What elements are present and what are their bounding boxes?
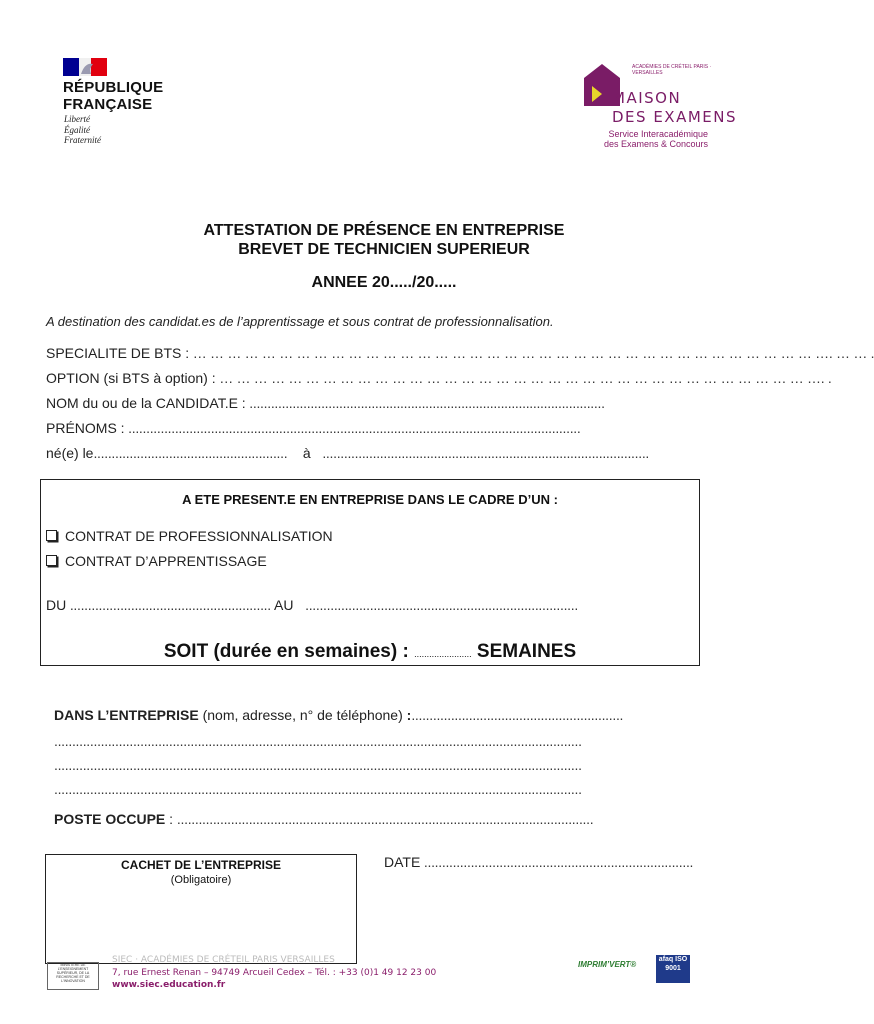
afaq-iso-logo: afaq ISO 9001 — [656, 955, 690, 983]
contrat-apprentissage-label: CONTRAT D’APPRENTISSAGE — [65, 553, 267, 569]
document-year: ANNEE 20...../20..... — [311, 274, 457, 291]
nom-field[interactable] — [46, 395, 605, 411]
nom-dots: ................................................................................................... — [245, 395, 605, 411]
contrat-professionnalisation-label: CONTRAT DE PROFESSIONNALISATION — [65, 528, 333, 544]
duree-semaines-field[interactable] — [40, 641, 700, 663]
entreprise-colon: : — [406, 707, 412, 723]
intro-text: A destination des candidat.es de l’apprentissage et sous contrat de professionnalisation. — [46, 314, 554, 329]
maison-examens-academies: ACADÉMIES DE CRÉTEIL PARIS · VERSAILLES — [632, 64, 712, 76]
ministry-logo: MINISTÈRE DE L’ENSEIGNEMENT SUPÉRIEUR, DE LA RECHERCHE ET DE L’INNOVATION — [47, 962, 99, 990]
periode-field[interactable] — [46, 597, 578, 613]
date-label: DATE — [384, 854, 421, 870]
marianne-logo — [63, 58, 107, 76]
entreprise-line[interactable] — [54, 733, 582, 749]
entreprise-line[interactable] — [54, 781, 582, 797]
cachet-title: CACHET DE L’ENTREPRISE — [120, 858, 282, 872]
entreprise-field[interactable] — [54, 707, 623, 723]
specialite-field[interactable] — [46, 345, 874, 361]
option-label: OPTION (si BTS à option) : — [46, 370, 216, 386]
au-label: AU — [273, 597, 294, 613]
checkbox-icon[interactable] — [46, 555, 57, 566]
a-label: à — [302, 445, 311, 461]
maison-examens-title: MAISON DES EXAMENS — [612, 89, 737, 126]
soit-dots: ....................... — [414, 649, 472, 659]
date-field[interactable] — [384, 854, 693, 870]
checkbox-icon[interactable] — [46, 530, 57, 541]
entreprise-label: DANS L’ENTREPRISE — [54, 707, 199, 723]
du-label: DU — [46, 597, 67, 613]
entreprise-hint: (nom, adresse, n° de téléphone) — [202, 707, 403, 723]
au-dots: ............................................................................ — [305, 597, 578, 613]
a-dots: ........................................................................................... — [322, 445, 650, 461]
presence-box-title: A ETE PRESENT.E EN ENTREPRISE DANS LE CADRE D’UN : — [182, 492, 558, 507]
option-dots: … … … … … … … … … … … … … … … … … … … … … … … … … … … … … … … … … … …. . — [215, 370, 832, 386]
footer-address: 7, rue Ernest Renan – 94749 Arcueil Cedex – Tél. : +33 (0)1 49 12 23 00 — [112, 968, 437, 978]
republique-motto: Liberté Égalité Fraternité — [64, 114, 101, 145]
option-field[interactable] — [46, 370, 832, 386]
entreprise-dots: ........................................................... — [411, 707, 624, 723]
poste-colon: : — [165, 811, 177, 827]
imprim-vert-logo: IMPRIM’VERT® — [578, 960, 637, 969]
entreprise-line-dots: ................................................................................................................................................... — [54, 757, 582, 773]
poste-dots: .................................................................................................................... — [176, 811, 594, 827]
nom-label: NOM du ou de la CANDIDAT.E : — [46, 395, 246, 411]
contrat-apprentissage-option[interactable] — [46, 553, 267, 569]
ne-dots: ...................................................... — [93, 445, 288, 461]
document-title: ATTESTATION DE PRÉSENCE EN ENTREPRISE — [203, 222, 565, 239]
poste-label: POSTE OCCUPE — [54, 811, 166, 827]
prenoms-label: PRÉNOMS : — [46, 420, 125, 436]
contrat-professionnalisation-option[interactable] — [46, 528, 333, 544]
cachet-subtitle: (Obligatoire) — [170, 874, 232, 886]
entreprise-line-dots: ................................................................................................................................................... — [54, 781, 582, 797]
document-subtitle: BREVET DE TECHNICIEN SUPERIEUR — [238, 241, 530, 258]
prenoms-field[interactable] — [46, 420, 580, 436]
date-dots: ........................................................................... — [420, 854, 694, 870]
footer-website: www.siec.education.fr — [112, 980, 226, 990]
soit-label: SOIT (durée en semaines) : — [163, 641, 409, 662]
footer-org: SIEC · ACADÉMIES DE CRÉTEIL PARIS VERSAILLES — [112, 955, 335, 965]
entreprise-line[interactable] — [54, 757, 582, 773]
republique-francaise-title: RÉPUBLIQUE FRANÇAISE — [63, 79, 164, 113]
poste-field[interactable] — [54, 811, 593, 827]
specialite-dots: … … … … … … … … … … … … … … … … … … … … … … … … … … … … … … … … … … … … …. … … . — [189, 345, 874, 361]
specialite-label: SPECIALITE DE BTS : — [46, 345, 190, 361]
presence-box — [40, 479, 700, 666]
semaines-label: SEMAINES — [476, 641, 577, 662]
ne-label: né(e) le — [46, 445, 94, 461]
entreprise-line-dots: ................................................................................................................................................... — [54, 733, 582, 749]
naissance-field[interactable] — [46, 445, 649, 461]
du-dots: ........................................................ — [66, 597, 271, 613]
prenoms-dots: .............................................................................................................................. — [124, 420, 581, 436]
maison-examens-subtitle: Service Interacadémique des Examens & Concours — [603, 129, 708, 149]
